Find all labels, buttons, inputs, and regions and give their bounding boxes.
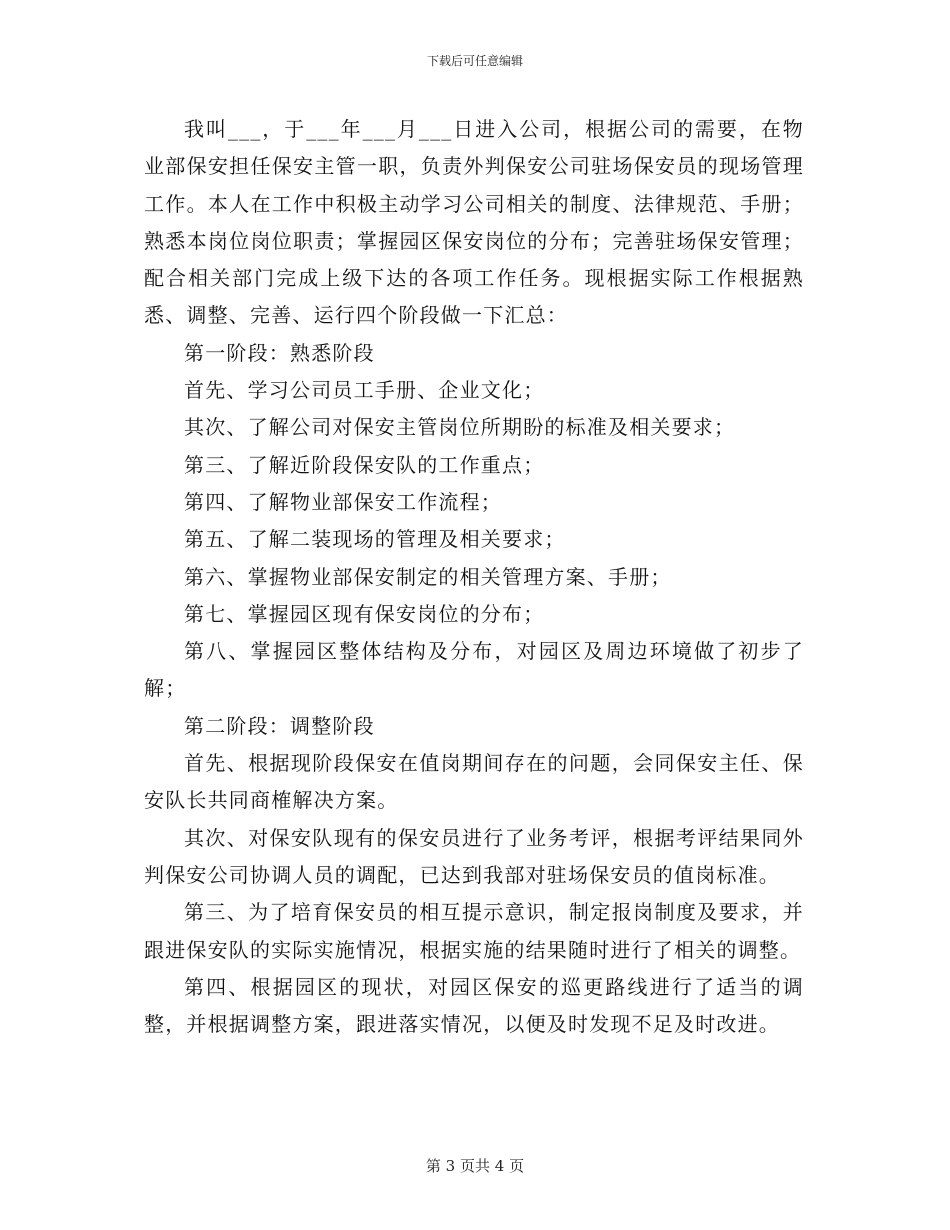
stage-one-heading: 第一阶段：熟悉阶段	[184, 340, 375, 365]
list-item: 其次、对保安队现有的保安员进行了业务考评，根据考评结果同外判保安公司协调人员的调配，已达到我部对驻场保安员的值岗标准。	[144, 825, 804, 887]
list-item: 第八、掌握园区整体结构及分布，对园区及周边环境做了初步了解；	[144, 639, 804, 701]
list-item: 第七、掌握园区现有保安岗位的分布；	[184, 601, 545, 626]
list-item: 第四、根据园区的现状，对园区保安的巡更路线进行了适当的调整，并根据调整方案，跟进落实情况，以便及时发现不足及时改进。	[144, 974, 804, 1037]
list-item: 第四、了解物业部保安工作流程；	[184, 489, 502, 514]
list-item: 第三、为了培育保安员的相互提示意识，制定报岗制度及要求，并跟进保安队的实际实施情况，根据实施的结果随时进行了相关的调整。	[144, 900, 804, 962]
document-body	[144, 111, 804, 1043]
list-item: 首先、根据现阶段保安在值岗期间存在的问题，会同保安主任、保安队长共同商榷解决方案。	[144, 751, 804, 813]
list-item: 其次、了解公司对保安主管岗位所期盼的标准及相关要求；	[184, 415, 736, 440]
list-item: 第六、掌握物业部保安制定的相关管理方案、手册；	[184, 564, 672, 589]
stage-two-heading: 第二阶段：调整阶段	[184, 713, 375, 738]
page-number-footer: 第 3 页共 4 页	[425, 1157, 525, 1175]
list-item: 首先、学习公司员工手册、企业文化；	[184, 378, 545, 403]
intro-paragraph: 我叫___，于___年___月___日进入公司，根据公司的需要，在物业部保安担任保安主管一职，负责外判保安公司驻场保安员的现场管理工作。本人在工作中积极主动学习公司相关的制度、法律规范、手册；熟悉本岗位岗位职责；掌握园区保安岗位的分布；完善驻场保安管理；配合相关部门完成上级下达的各项工作任务。现根据实际工作根据熟悉、调整、完善、运行四个阶段做一下汇总：	[144, 117, 804, 328]
list-item: 第三、了解近阶段保安队的工作重点；	[184, 452, 545, 477]
page-header: 下载后可任意编辑	[426, 54, 523, 68]
list-item: 第五、了解二装现场的管理及相关要求；	[184, 527, 566, 552]
